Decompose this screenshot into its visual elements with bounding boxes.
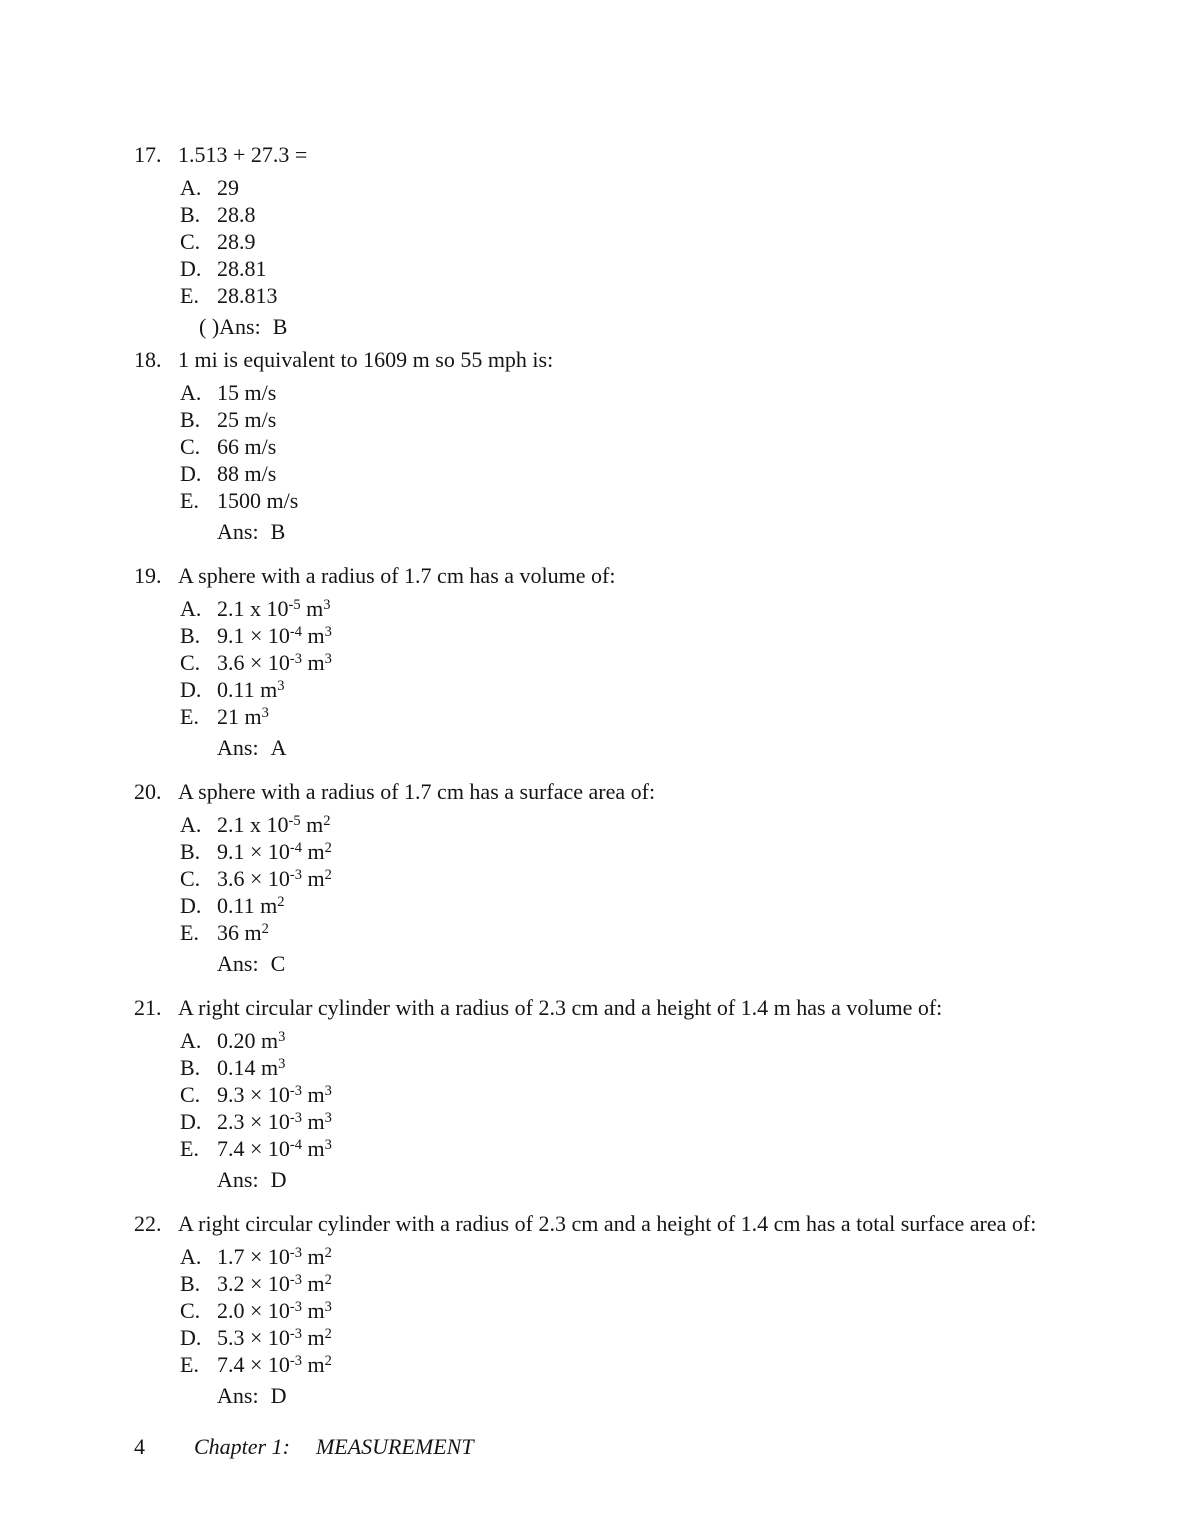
answer-option: [180, 379, 1160, 406]
answer-option: [180, 487, 1160, 514]
option-letter: C.: [180, 650, 201, 675]
question-block: [134, 346, 1160, 545]
answer-option: [180, 892, 1160, 919]
option-letter: B.: [180, 1271, 201, 1296]
question-block: [134, 1210, 1160, 1409]
option-value: 66 m/s: [217, 434, 277, 459]
answer-value: C: [270, 951, 286, 976]
options-list: [180, 595, 1160, 730]
option-value: 0.20 $m^3$: [217, 1028, 286, 1053]
option-value: 0.14 $m^3$: [217, 1055, 286, 1080]
answer-option: [180, 1135, 1160, 1162]
option-value: $3.6 \times 10^{-3}$ $m^2$: [217, 866, 332, 891]
page-number: 4: [134, 1434, 145, 1459]
question-block: [134, 141, 1160, 340]
option-letter: D.: [180, 677, 202, 702]
answer-option: [180, 811, 1160, 838]
option-value: $9.1 \times 10^{-4}$ $m^2$: [217, 839, 332, 864]
option-value: $2.0 \times 10^{-3}$ $m^3$: [217, 1298, 332, 1323]
question-header: [134, 1210, 1160, 1237]
option-letter: A.: [180, 380, 202, 405]
question-number: 20.: [134, 779, 162, 804]
option-letter: D.: [180, 893, 202, 918]
answer-option: [180, 460, 1160, 487]
answer-option: [180, 595, 1160, 622]
option-value: 2.1 x $10^{-5}$ $m^2$: [217, 812, 331, 837]
options-list: [180, 811, 1160, 946]
answer-line: [217, 1382, 1160, 1409]
option-letter: A.: [180, 1028, 202, 1053]
option-letter: C.: [180, 1298, 201, 1323]
option-letter: C.: [180, 1082, 201, 1107]
answer-option: [180, 406, 1160, 433]
question-number: 17.: [134, 142, 162, 167]
option-value: $7.4 \times 10^{-3}$ $m^2$: [217, 1352, 332, 1377]
answer-value: A: [270, 735, 287, 760]
option-letter: E.: [180, 1352, 199, 1377]
option-letter: E.: [180, 1136, 199, 1161]
answer-option: [180, 201, 1160, 228]
answer-option: [180, 1324, 1160, 1351]
option-letter: C.: [180, 866, 201, 891]
answer-line: [217, 518, 1160, 545]
page-footer: [134, 1433, 1160, 1460]
option-value: 2.1 x $10^{-5}$ $m^3$: [217, 596, 331, 621]
option-letter: B.: [180, 407, 201, 432]
question-text: A right circular cylinder with a radius of 2.3 cm and a height of 1.4 cm has a total surface area of:: [178, 1211, 1037, 1236]
option-letter: B.: [180, 1055, 201, 1080]
option-letter: D.: [180, 1109, 202, 1134]
option-value: $3.6 \times 10^{-3}$ $m^3$: [217, 650, 332, 675]
answer-value: B: [270, 519, 286, 544]
option-value: 88 m/s: [217, 461, 277, 486]
option-letter: E.: [180, 283, 199, 308]
option-value: $2.3 \times 10^{-3}$ $m^3$: [217, 1109, 332, 1134]
option-letter: C.: [180, 434, 201, 459]
option-value: 28.813: [217, 283, 278, 308]
option-letter: B.: [180, 623, 201, 648]
question-text: 1.513 + 27.3 =: [178, 142, 308, 167]
option-value: $5.3 \times 10^{-3}$ $m^2$: [217, 1325, 332, 1350]
option-value: $7.4 \times 10^{-4}$ $m^3$: [217, 1136, 332, 1161]
answer-label: Ans:: [217, 1383, 259, 1408]
chapter-label: Chapter 1:: [194, 1434, 290, 1459]
option-letter: B.: [180, 202, 201, 227]
question-number: 19.: [134, 563, 162, 588]
answer-line: [199, 313, 1160, 340]
answer-option: [180, 676, 1160, 703]
option-letter: E.: [180, 704, 199, 729]
option-letter: A.: [180, 812, 202, 837]
option-letter: A.: [180, 1244, 202, 1269]
answer-option: [180, 1297, 1160, 1324]
answer-line: [217, 734, 1160, 761]
option-letter: E.: [180, 488, 199, 513]
option-value: 0.11 $m^2$: [217, 893, 285, 918]
answer-option: [180, 433, 1160, 460]
answer-option: [180, 1081, 1160, 1108]
answer-label: Ans:: [217, 951, 259, 976]
question-text: A right circular cylinder with a radius of 2.3 cm and a height of 1.4 m has a volume of:: [178, 995, 943, 1020]
question-block: [134, 778, 1160, 977]
question-text: 1 mi is equivalent to 1609 m so 55 mph is:: [178, 347, 554, 372]
answer-option: [180, 649, 1160, 676]
answer-option: [180, 865, 1160, 892]
answer-option: [180, 282, 1160, 309]
option-value: 21 $m^3$: [217, 704, 269, 729]
option-value: 28.81: [217, 256, 267, 281]
option-value: $9.1 \times 10^{-4}$ $m^3$: [217, 623, 332, 648]
question-header: [134, 141, 1160, 168]
question-block: [134, 562, 1160, 761]
question-number: 21.: [134, 995, 162, 1020]
option-value: 28.8: [217, 202, 256, 227]
option-value: 1500 m/s: [217, 488, 299, 513]
question-header: [134, 562, 1160, 589]
answer-label: Ans:: [217, 735, 259, 760]
answer-option: [180, 1108, 1160, 1135]
answer-line: [217, 1166, 1160, 1193]
answer-option: [180, 1351, 1160, 1378]
option-value: $9.3 \times 10^{-3}$ $m^3$: [217, 1082, 332, 1107]
question-header: [134, 346, 1160, 373]
option-value: 36 $m^2$: [217, 920, 269, 945]
question-block: [134, 994, 1160, 1193]
option-letter: E.: [180, 920, 199, 945]
answer-option: [180, 1027, 1160, 1054]
questions-container: [134, 141, 1160, 1409]
option-value: 0.11 $m^3$: [217, 677, 285, 702]
question-text: A sphere with a radius of 1.7 cm has a surface area of:: [178, 779, 656, 804]
option-value: 28.9: [217, 229, 256, 254]
question-number: 18.: [134, 347, 162, 372]
option-letter: C.: [180, 229, 201, 254]
option-value: 25 m/s: [217, 407, 277, 432]
options-list: [180, 174, 1160, 309]
option-value: 29: [217, 175, 239, 200]
answer-option: [180, 255, 1160, 282]
option-value: 15 m/s: [217, 380, 277, 405]
answer-option: [180, 1243, 1160, 1270]
answer-label: Ans:: [217, 1167, 259, 1192]
answer-value: D: [270, 1167, 287, 1192]
question-number: 22.: [134, 1211, 162, 1236]
answer-option: [180, 1054, 1160, 1081]
answer-option: [180, 622, 1160, 649]
answer-option: [180, 228, 1160, 255]
option-letter: D.: [180, 1325, 202, 1350]
answer-option: [180, 919, 1160, 946]
answer-option: [180, 174, 1160, 201]
options-list: [180, 1243, 1160, 1378]
chapter-title: MEASUREMENT: [315, 1434, 474, 1459]
options-list: [180, 1027, 1160, 1162]
option-letter: D.: [180, 256, 202, 281]
options-list: [180, 379, 1160, 514]
answer-option: [180, 703, 1160, 730]
answer-label: ( )Ans:: [199, 314, 261, 339]
answer-value: D: [270, 1383, 287, 1408]
option-letter: D.: [180, 461, 202, 486]
option-letter: B.: [180, 839, 201, 864]
question-header: [134, 994, 1160, 1021]
answer-line: [217, 950, 1160, 977]
answer-option: [180, 838, 1160, 865]
question-header: [134, 778, 1160, 805]
option-letter: A.: [180, 596, 202, 621]
option-letter: A.: [180, 175, 202, 200]
question-text: A sphere with a radius of 1.7 cm has a volume of:: [178, 563, 616, 588]
answer-value: B: [272, 314, 288, 339]
answer-option: [180, 1270, 1160, 1297]
option-value: $1.7 \times 10^{-3}$ $m^2$: [217, 1244, 332, 1269]
answer-label: Ans:: [217, 519, 259, 544]
chapter-heading: [194, 1433, 474, 1460]
option-value: $3.2 \times 10^{-3}$ $m^2$: [217, 1271, 332, 1296]
